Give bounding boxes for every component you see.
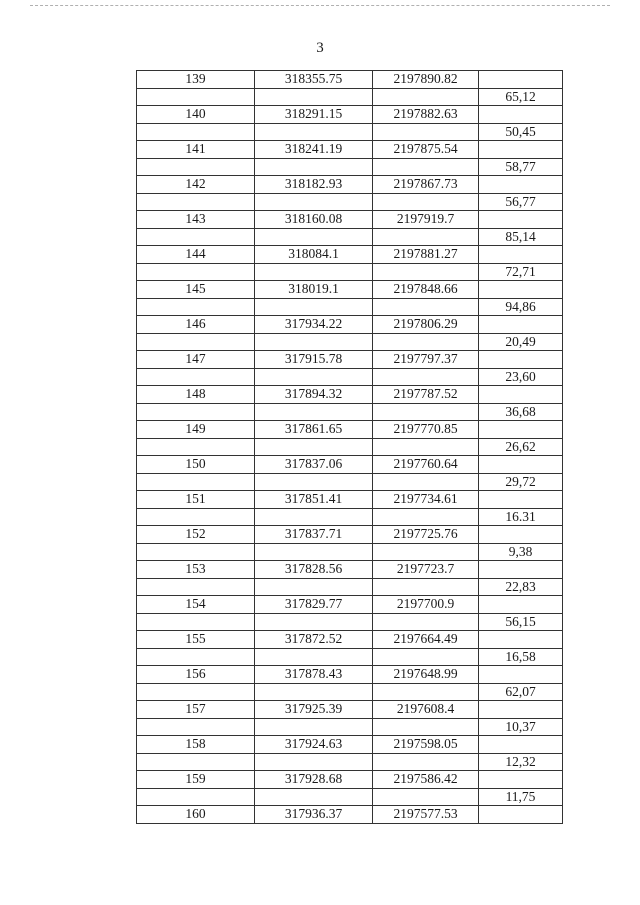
empty-cell bbox=[373, 333, 479, 351]
point-row bbox=[137, 736, 563, 754]
empty-cell bbox=[479, 71, 563, 89]
empty-cell bbox=[373, 788, 479, 806]
distance-row bbox=[137, 648, 563, 666]
y-coordinate-cell: 2197664.49 bbox=[373, 631, 479, 649]
distance-row bbox=[137, 718, 563, 736]
point-row bbox=[137, 246, 563, 264]
point-row bbox=[137, 456, 563, 474]
point-row bbox=[137, 631, 563, 649]
y-coordinate-cell: 2197586.42 bbox=[373, 771, 479, 789]
distance-row bbox=[137, 298, 563, 316]
empty-cell bbox=[479, 176, 563, 194]
y-coordinate-cell: 2197867.73 bbox=[373, 176, 479, 194]
distance-cell: 85,14 bbox=[479, 228, 563, 246]
y-coordinate-cell: 2197787.52 bbox=[373, 386, 479, 404]
point-row bbox=[137, 561, 563, 579]
distance-row bbox=[137, 123, 563, 141]
x-coordinate-cell: 317925.39 bbox=[255, 701, 373, 719]
point-number-cell: 147 bbox=[137, 351, 255, 369]
empty-cell bbox=[137, 333, 255, 351]
distance-cell: 11,75 bbox=[479, 788, 563, 806]
empty-cell bbox=[137, 718, 255, 736]
distance-cell: 56,77 bbox=[479, 193, 563, 211]
point-row bbox=[137, 526, 563, 544]
empty-cell bbox=[137, 193, 255, 211]
empty-cell bbox=[373, 613, 479, 631]
distance-row bbox=[137, 473, 563, 491]
y-coordinate-cell: 2197770.85 bbox=[373, 421, 479, 439]
distance-row bbox=[137, 683, 563, 701]
x-coordinate-cell: 317851.41 bbox=[255, 491, 373, 509]
x-coordinate-cell: 317915.78 bbox=[255, 351, 373, 369]
empty-cell bbox=[373, 193, 479, 211]
x-coordinate-cell: 318084.1 bbox=[255, 246, 373, 264]
empty-cell bbox=[479, 666, 563, 684]
y-coordinate-cell: 2197881.27 bbox=[373, 246, 479, 264]
y-coordinate-cell: 2197648.99 bbox=[373, 666, 479, 684]
empty-cell bbox=[137, 298, 255, 316]
y-coordinate-cell: 2197725.76 bbox=[373, 526, 479, 544]
distance-cell: 36,68 bbox=[479, 403, 563, 421]
y-coordinate-cell: 2197608.4 bbox=[373, 701, 479, 719]
page-number: 3 bbox=[316, 40, 324, 56]
y-coordinate-cell: 2197848.66 bbox=[373, 281, 479, 299]
point-row bbox=[137, 281, 563, 299]
empty-cell bbox=[137, 543, 255, 561]
empty-cell bbox=[137, 508, 255, 526]
empty-cell bbox=[255, 368, 373, 386]
empty-cell bbox=[373, 123, 479, 141]
coordinates-table bbox=[136, 70, 563, 824]
distance-row bbox=[137, 333, 563, 351]
distance-row bbox=[137, 613, 563, 631]
empty-cell bbox=[137, 613, 255, 631]
empty-cell bbox=[479, 526, 563, 544]
empty-cell bbox=[137, 578, 255, 596]
y-coordinate-cell: 2197806.29 bbox=[373, 316, 479, 334]
distance-cell: 65,12 bbox=[479, 88, 563, 106]
point-row bbox=[137, 176, 563, 194]
empty-cell bbox=[255, 123, 373, 141]
empty-cell bbox=[255, 403, 373, 421]
y-coordinate-cell: 2197890.82 bbox=[373, 71, 479, 89]
empty-cell bbox=[255, 508, 373, 526]
empty-cell bbox=[137, 263, 255, 281]
y-coordinate-cell: 2197577.53 bbox=[373, 806, 479, 824]
x-coordinate-cell: 318182.93 bbox=[255, 176, 373, 194]
point-number-cell: 150 bbox=[137, 456, 255, 474]
x-coordinate-cell: 317878.43 bbox=[255, 666, 373, 684]
distance-row bbox=[137, 228, 563, 246]
y-coordinate-cell: 2197760.64 bbox=[373, 456, 479, 474]
distance-row bbox=[137, 508, 563, 526]
point-row bbox=[137, 701, 563, 719]
empty-cell bbox=[137, 403, 255, 421]
x-coordinate-cell: 318291.15 bbox=[255, 106, 373, 124]
empty-cell bbox=[255, 298, 373, 316]
point-row bbox=[137, 141, 563, 159]
point-number-cell: 148 bbox=[137, 386, 255, 404]
distance-row bbox=[137, 193, 563, 211]
empty-cell bbox=[137, 473, 255, 491]
distance-row bbox=[137, 438, 563, 456]
distance-cell: 72,71 bbox=[479, 263, 563, 281]
empty-cell bbox=[255, 788, 373, 806]
point-row bbox=[137, 106, 563, 124]
empty-cell bbox=[255, 753, 373, 771]
distance-cell: 26,62 bbox=[479, 438, 563, 456]
distance-cell: 50,45 bbox=[479, 123, 563, 141]
empty-cell bbox=[479, 386, 563, 404]
empty-cell bbox=[479, 246, 563, 264]
empty-cell bbox=[255, 438, 373, 456]
empty-cell bbox=[255, 578, 373, 596]
point-number-cell: 156 bbox=[137, 666, 255, 684]
point-row bbox=[137, 211, 563, 229]
point-row bbox=[137, 491, 563, 509]
x-coordinate-cell: 318355.75 bbox=[255, 71, 373, 89]
distance-row bbox=[137, 543, 563, 561]
empty-cell bbox=[479, 596, 563, 614]
distance-row bbox=[137, 158, 563, 176]
empty-cell bbox=[373, 718, 479, 736]
empty-cell bbox=[137, 683, 255, 701]
empty-cell bbox=[373, 368, 479, 386]
empty-cell bbox=[373, 578, 479, 596]
empty-cell bbox=[373, 298, 479, 316]
x-coordinate-cell: 317829.77 bbox=[255, 596, 373, 614]
empty-cell bbox=[255, 228, 373, 246]
empty-cell bbox=[479, 771, 563, 789]
point-number-cell: 144 bbox=[137, 246, 255, 264]
y-coordinate-cell: 2197598.05 bbox=[373, 736, 479, 754]
distance-cell: 29,72 bbox=[479, 473, 563, 491]
y-coordinate-cell: 2197882.63 bbox=[373, 106, 479, 124]
empty-cell bbox=[137, 123, 255, 141]
point-number-cell: 153 bbox=[137, 561, 255, 579]
empty-cell bbox=[137, 438, 255, 456]
distance-row bbox=[137, 753, 563, 771]
point-row bbox=[137, 666, 563, 684]
point-number-cell: 145 bbox=[137, 281, 255, 299]
distance-row bbox=[137, 368, 563, 386]
empty-cell bbox=[479, 701, 563, 719]
empty-cell bbox=[137, 648, 255, 666]
empty-cell bbox=[373, 508, 479, 526]
point-number-cell: 139 bbox=[137, 71, 255, 89]
empty-cell bbox=[479, 456, 563, 474]
empty-cell bbox=[373, 543, 479, 561]
empty-cell bbox=[479, 106, 563, 124]
empty-cell bbox=[479, 316, 563, 334]
y-coordinate-cell: 2197797.37 bbox=[373, 351, 479, 369]
point-number-cell: 146 bbox=[137, 316, 255, 334]
distance-row bbox=[137, 263, 563, 281]
x-coordinate-cell: 317828.56 bbox=[255, 561, 373, 579]
empty-cell bbox=[137, 88, 255, 106]
empty-cell bbox=[479, 806, 563, 824]
x-coordinate-cell: 317936.37 bbox=[255, 806, 373, 824]
empty-cell bbox=[479, 421, 563, 439]
empty-cell bbox=[137, 788, 255, 806]
empty-cell bbox=[255, 158, 373, 176]
point-number-cell: 160 bbox=[137, 806, 255, 824]
y-coordinate-cell: 2197700.9 bbox=[373, 596, 479, 614]
empty-cell bbox=[255, 648, 373, 666]
empty-cell bbox=[255, 263, 373, 281]
x-coordinate-cell: 317934.22 bbox=[255, 316, 373, 334]
empty-cell bbox=[373, 88, 479, 106]
x-coordinate-cell: 318241.19 bbox=[255, 141, 373, 159]
empty-cell bbox=[373, 158, 479, 176]
empty-cell bbox=[373, 263, 479, 281]
empty-cell bbox=[255, 333, 373, 351]
x-coordinate-cell: 317837.06 bbox=[255, 456, 373, 474]
point-row bbox=[137, 351, 563, 369]
point-row bbox=[137, 386, 563, 404]
empty-cell bbox=[137, 753, 255, 771]
point-row bbox=[137, 771, 563, 789]
x-coordinate-cell: 318019.1 bbox=[255, 281, 373, 299]
empty-cell bbox=[373, 753, 479, 771]
empty-cell bbox=[373, 228, 479, 246]
distance-cell: 23,60 bbox=[479, 368, 563, 386]
empty-cell bbox=[373, 473, 479, 491]
x-coordinate-cell: 317894.32 bbox=[255, 386, 373, 404]
distance-cell: 12,32 bbox=[479, 753, 563, 771]
distance-cell: 16,58 bbox=[479, 648, 563, 666]
x-coordinate-cell: 317861.65 bbox=[255, 421, 373, 439]
y-coordinate-cell: 2197875.54 bbox=[373, 141, 479, 159]
empty-cell bbox=[479, 281, 563, 299]
empty-cell bbox=[373, 683, 479, 701]
empty-cell bbox=[137, 228, 255, 246]
distance-cell: 16.31 bbox=[479, 508, 563, 526]
distance-cell: 9,38 bbox=[479, 543, 563, 561]
empty-cell bbox=[479, 211, 563, 229]
empty-cell bbox=[373, 438, 479, 456]
empty-cell bbox=[479, 141, 563, 159]
x-coordinate-cell: 317928.68 bbox=[255, 771, 373, 789]
y-coordinate-cell: 2197723.7 bbox=[373, 561, 479, 579]
x-coordinate-cell: 317872.52 bbox=[255, 631, 373, 649]
distance-cell: 56,15 bbox=[479, 613, 563, 631]
empty-cell bbox=[255, 543, 373, 561]
distance-row bbox=[137, 403, 563, 421]
empty-cell bbox=[479, 736, 563, 754]
point-row bbox=[137, 596, 563, 614]
distance-cell: 94,86 bbox=[479, 298, 563, 316]
distance-row bbox=[137, 88, 563, 106]
y-coordinate-cell: 2197919.7 bbox=[373, 211, 479, 229]
empty-cell bbox=[255, 193, 373, 211]
empty-cell bbox=[137, 158, 255, 176]
point-number-cell: 154 bbox=[137, 596, 255, 614]
point-number-cell: 143 bbox=[137, 211, 255, 229]
empty-cell bbox=[137, 368, 255, 386]
point-number-cell: 155 bbox=[137, 631, 255, 649]
point-number-cell: 157 bbox=[137, 701, 255, 719]
distance-cell: 58,77 bbox=[479, 158, 563, 176]
point-number-cell: 158 bbox=[137, 736, 255, 754]
point-number-cell: 149 bbox=[137, 421, 255, 439]
empty-cell bbox=[373, 648, 479, 666]
coordinates-table-body bbox=[137, 71, 563, 824]
point-row bbox=[137, 806, 563, 824]
distance-row bbox=[137, 788, 563, 806]
empty-cell bbox=[255, 88, 373, 106]
distance-cell: 20,49 bbox=[479, 333, 563, 351]
distance-cell: 10,37 bbox=[479, 718, 563, 736]
distance-row bbox=[137, 578, 563, 596]
point-row bbox=[137, 71, 563, 89]
point-number-cell: 152 bbox=[137, 526, 255, 544]
empty-cell bbox=[255, 613, 373, 631]
empty-cell bbox=[479, 561, 563, 579]
point-row bbox=[137, 421, 563, 439]
point-number-cell: 159 bbox=[137, 771, 255, 789]
empty-cell bbox=[255, 683, 373, 701]
empty-cell bbox=[479, 631, 563, 649]
point-number-cell: 141 bbox=[137, 141, 255, 159]
point-number-cell: 151 bbox=[137, 491, 255, 509]
distance-cell: 22,83 bbox=[479, 578, 563, 596]
point-number-cell: 142 bbox=[137, 176, 255, 194]
x-coordinate-cell: 318160.08 bbox=[255, 211, 373, 229]
empty-cell bbox=[373, 403, 479, 421]
point-row bbox=[137, 316, 563, 334]
point-number-cell: 140 bbox=[137, 106, 255, 124]
empty-cell bbox=[479, 351, 563, 369]
empty-cell bbox=[255, 473, 373, 491]
x-coordinate-cell: 317924.63 bbox=[255, 736, 373, 754]
y-coordinate-cell: 2197734.61 bbox=[373, 491, 479, 509]
empty-cell bbox=[479, 491, 563, 509]
x-coordinate-cell: 317837.71 bbox=[255, 526, 373, 544]
page-top-border bbox=[30, 5, 610, 6]
empty-cell bbox=[255, 718, 373, 736]
distance-cell: 62,07 bbox=[479, 683, 563, 701]
